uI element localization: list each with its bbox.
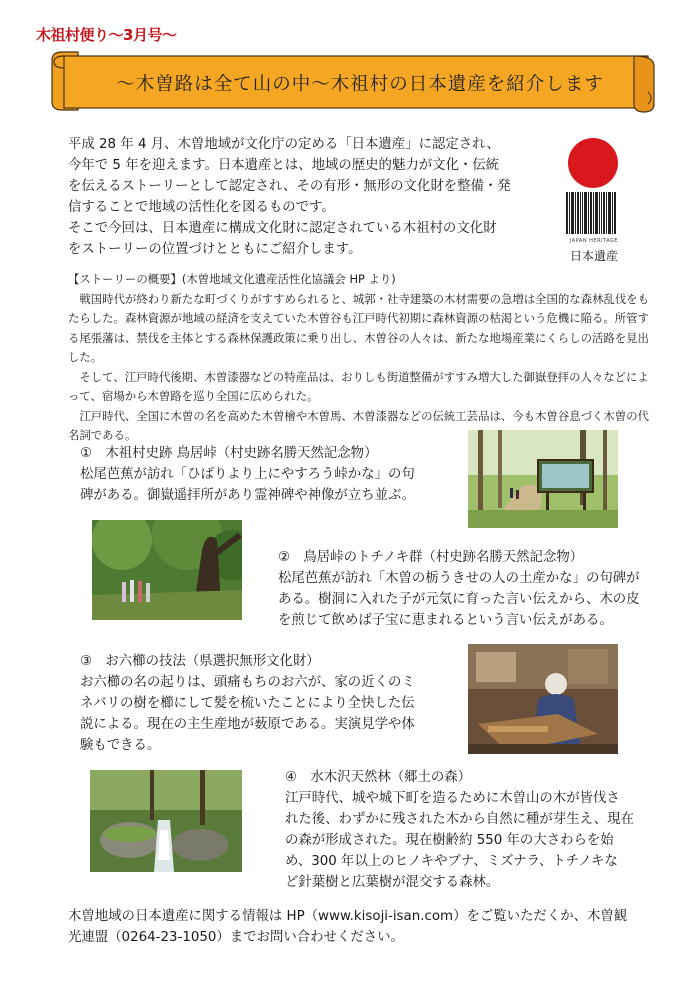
section-line: ネバリの樹を櫛にして髪を梳いたことにより全快した伝 — [80, 696, 415, 711]
japan-heritage-logo — [556, 130, 656, 270]
section-3-title: ③ お六櫛の技法（県選択無形文化財） — [80, 654, 320, 669]
section-line: 松尾芭蕉が訪れ「ひばりより上にやすろう峠かな」の句 — [80, 467, 415, 482]
story-heading: 【ストーリーの概要】(木曽地域文化遺産活性化協議会 HP より) — [68, 272, 396, 286]
section-line: ある。樹洞に入れた子が元気に育った言い伝えから、木の皮 — [278, 592, 640, 607]
footer-contact — [68, 906, 652, 948]
section-4-title: ④ 水木沢天然林（郷土の森） — [285, 770, 472, 785]
section-line: ど針葉樹と広葉樹が混交する森林。 — [285, 875, 500, 890]
section-line: 松尾芭蕉が訪れ「木曽の栃うきせの人の土産かな」の句碑が — [278, 571, 640, 586]
banner-title: 〜木曽路は全て山の中〜木祖村の日本遺産を紹介します — [116, 74, 604, 95]
intro-line: 平成 28 年 4 月、木曽地域が文化庁の定める「日本遺産」に認定され、 — [68, 137, 500, 152]
section-line: 碑がある。御嶽遥拝所があり霊神碑や神像が立ち並ぶ。 — [80, 488, 416, 503]
section-4-body — [285, 788, 660, 893]
section-3-body — [80, 672, 460, 756]
logo-japanese-text: 日本遺産 — [569, 249, 618, 263]
horse-chestnut-trees-photo — [92, 520, 242, 620]
section-line: め、300 年以上のヒノキやブナ、ミズナラ、トチノキな — [285, 854, 618, 869]
footer-line: 木曽地域の日本遺産に関する情報は HP（www.kisoji-isan.com）をご覧いただくか、木曽観 — [68, 909, 628, 924]
story-paragraph: 戦国時代が終わり新たな町づくりがすすめられると、城郭・社寺建築の木材需要の急増は全国的な森林乱伐をもたらした。森林資源が地域の経済を支えていた木曽谷も江戸時代初期に森林資源の枯渇という危機に陥る。所管する尾張藩は、禁伐を主体とする森林保護政策に乗り出し、木曽谷の人々は、新たな地場産業にくらしの活路を見出した。 — [68, 291, 650, 364]
rising-sun-icon — [568, 138, 618, 188]
logo-english-text: JAPAN HERITAGE — [569, 238, 619, 244]
intro-line: 今年で 5 年を迎えます。日本遺産とは、地域の歴史的魅力が文化・伝統 — [68, 158, 500, 173]
section-2-title: ② 鳥居峠のトチノキ群（村史跡名勝天然記念物） — [278, 550, 584, 565]
section-line: 説による。現在の主生産地が薮原である。実演見学や体 — [80, 717, 415, 732]
issue-label: 木祖村便り〜3月号〜 — [36, 26, 177, 44]
section-line: 江戸時代、城や城下町を造るために木曽山の木が皆伐さ — [285, 791, 620, 806]
section-line: お六櫛の名の起りは、頭痛もちのお六が、家の近くのミ — [80, 675, 415, 690]
section-line: れた後、わずかに残された木から自然に種が芽生え、現在 — [285, 812, 634, 827]
section-1-title: ① 木祖村史跡 鳥居峠（村史跡名勝天然記念物） — [80, 446, 378, 461]
torii-pass-trail-photo — [468, 430, 618, 528]
intro-line: をストーリーの位置づけとともにご紹介します。 — [68, 242, 362, 257]
intro-line: 信することで地域の活性化を図るものです。 — [68, 200, 335, 215]
comb-making-craftsman-photo — [468, 644, 618, 754]
section-line: の森が形成された。現在樹齢約 550 年の大さわらを始 — [285, 833, 614, 848]
mizukizawa-forest-stream-photo — [90, 770, 242, 872]
barcode-icon — [566, 192, 620, 234]
footer-line: 光連盟（0264-23-1050）までお問い合わせください。 — [68, 930, 404, 945]
section-line: を煎じて飲めば子宝に恵まれるという言い伝えがある。 — [278, 613, 613, 628]
intro-line: そこで今回は、日本遺産に構成文化財に認定されている木祖村の文化財 — [68, 221, 497, 236]
section-2-body — [278, 568, 658, 631]
section-line: 験もできる。 — [80, 738, 161, 753]
intro-text — [68, 134, 548, 260]
section-1-body — [80, 464, 440, 506]
story-overview — [68, 270, 652, 446]
intro-line: を伝えるストーリーとして認定され、その有形・無形の文化財を整備・発 — [68, 179, 511, 194]
story-paragraph: そして、江戸時代後期、木曽漆器などの特産品は、おりしも街道整備がすすみ増大した御嶽登拝の人々などによって、宿場から木曽路を巡り全国に広められた。 — [68, 369, 649, 403]
story-paragraph: 江戸時代、全国に木曽の名を高めた木曽檜や木曽馬、木曽漆器などの伝統工芸品は、今も木曽谷息づく木曽の代名詞である。 — [68, 408, 649, 442]
